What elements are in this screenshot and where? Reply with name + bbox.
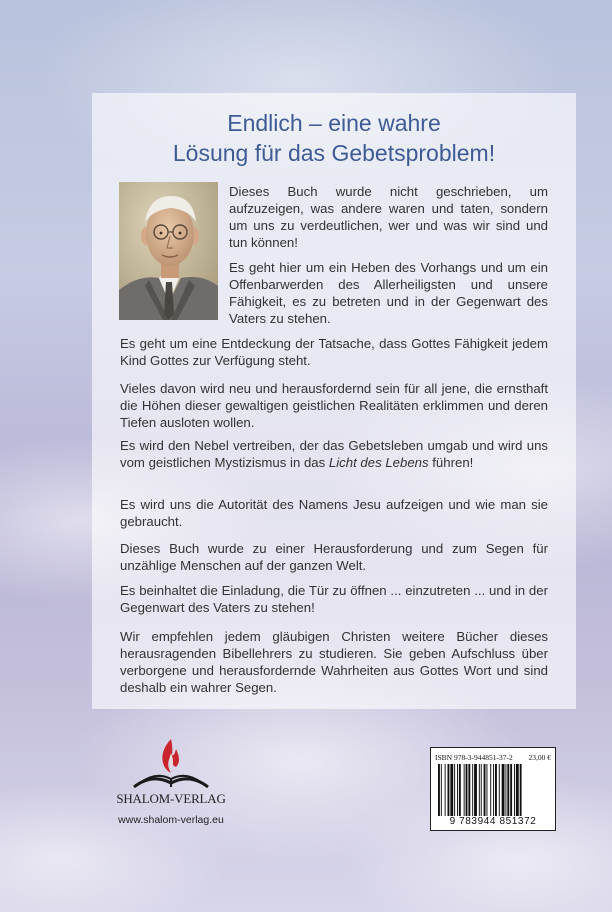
barcode-bar	[510, 764, 512, 816]
barcode-bar	[459, 764, 461, 816]
barcode-bar	[486, 764, 487, 816]
barcode-bar	[495, 764, 497, 816]
barcode-bar	[507, 764, 509, 816]
barcode-bar	[520, 764, 522, 816]
isbn-number: ISBN 978-3-944851-37-2	[435, 753, 513, 762]
paragraph-7: Dieses Buch wurde zu einer Herausforderung und zum Segen für unzählige Menschen auf der ganzen Welt.	[120, 541, 548, 573]
paragraph-1: Dieses Buch wurde nicht geschrieben, um aufzuzeigen, was andere waren und taten, sondern um uns zu verdeutlichen, wer und was wir sind und tun können!	[229, 184, 548, 250]
paragraph-4: Vieles davon wird neu und herausfordernd sein für all jene, die ernsthaft die Höhen dieser gewaltigen geistlichen Realitäten erklimmen und deren Tiefen ausloten wollen.	[120, 381, 548, 430]
paragraph-6: Es wird uns die Autorität des Namens Jesu aufzeigen und wie man sie gebraucht.	[120, 497, 548, 529]
barcode-bar	[474, 764, 477, 816]
publisher-url: www.shalom-verlag.eu	[118, 814, 224, 826]
publisher-logo	[116, 737, 226, 832]
author-portrait-icon	[119, 182, 218, 320]
paragraph-5	[120, 437, 548, 471]
barcode-bar	[493, 764, 494, 816]
flame-book-icon	[116, 737, 226, 791]
barcode-bar	[445, 764, 446, 816]
headline-line-1: Endlich – eine wahre	[227, 110, 441, 136]
barcode-bar	[466, 764, 468, 816]
paragraph-3: Es geht um eine Entdeckung der Tatsache, dass Gottes Fähigkeit jedem Kind Gottes zur Verfügung steht.	[120, 336, 548, 368]
paragraph-5-emphasis: Licht des Lebens	[328, 455, 429, 470]
barcode-bar	[450, 764, 453, 816]
headline-line-2: Lösung für das Gebetsproblem!	[172, 140, 496, 166]
barcode-bar	[516, 764, 519, 816]
isbn-barcode-box	[430, 747, 556, 831]
price: 23,00 €	[528, 753, 551, 762]
paragraph-5-text-b: führen!	[428, 455, 474, 470]
paragraph-9: Wir empfehlen jedem gläubigen Christen weitere Bücher dieses herausragenden Bibellehrers zu studieren. Sie geben Aufschluss über verborgene und herausfordernde Wahrheiten aus Gottes Wort und sind deshalb ein wahrer Segen.	[120, 629, 548, 695]
paragraph-2: Es geht hier um ein Heben des Vorhangs und um ein Offenbarwerden des Allerheiligsten und unsere Fähigkeit, es zu betreten und in der Gegenwart des Vaters zu stehen.	[229, 260, 548, 326]
isbn-line	[435, 753, 551, 762]
barcode-bar	[479, 764, 480, 816]
barcode-digits: 9 783944 851372	[449, 816, 537, 827]
barcode-bar	[514, 764, 515, 816]
barcode-bar	[481, 764, 482, 816]
paragraph-8: Es beinhaltet die Einladung, die Tür zu öffnen ... einzutreten ... und in der Gegenwart des Vaters zu stehen!	[120, 583, 548, 615]
barcode-bar	[502, 764, 505, 816]
barcode-bar	[468, 764, 470, 816]
barcode-bar	[499, 764, 500, 816]
paragraph-5-text-a: Es wird den Nebel vertreiben, der das Gebetsleben umgab und wird uns vom geistlichen Mystizismus in das	[120, 438, 548, 470]
barcode-bar	[484, 764, 486, 816]
author-portrait	[119, 182, 218, 320]
barcode-bars-icon	[436, 764, 550, 816]
barcode-bar	[448, 764, 450, 816]
publisher-name: SHALOM-VERLAG	[116, 791, 226, 806]
barcode-bar	[457, 764, 458, 816]
headline	[92, 108, 576, 168]
barcode-bar	[472, 764, 473, 816]
barcode-bar	[441, 764, 442, 816]
barcode-bar	[438, 764, 440, 816]
barcode-bar	[505, 764, 506, 816]
barcode-bar	[490, 764, 491, 816]
barcode-bar	[454, 764, 455, 816]
barcode-bar	[464, 764, 465, 816]
